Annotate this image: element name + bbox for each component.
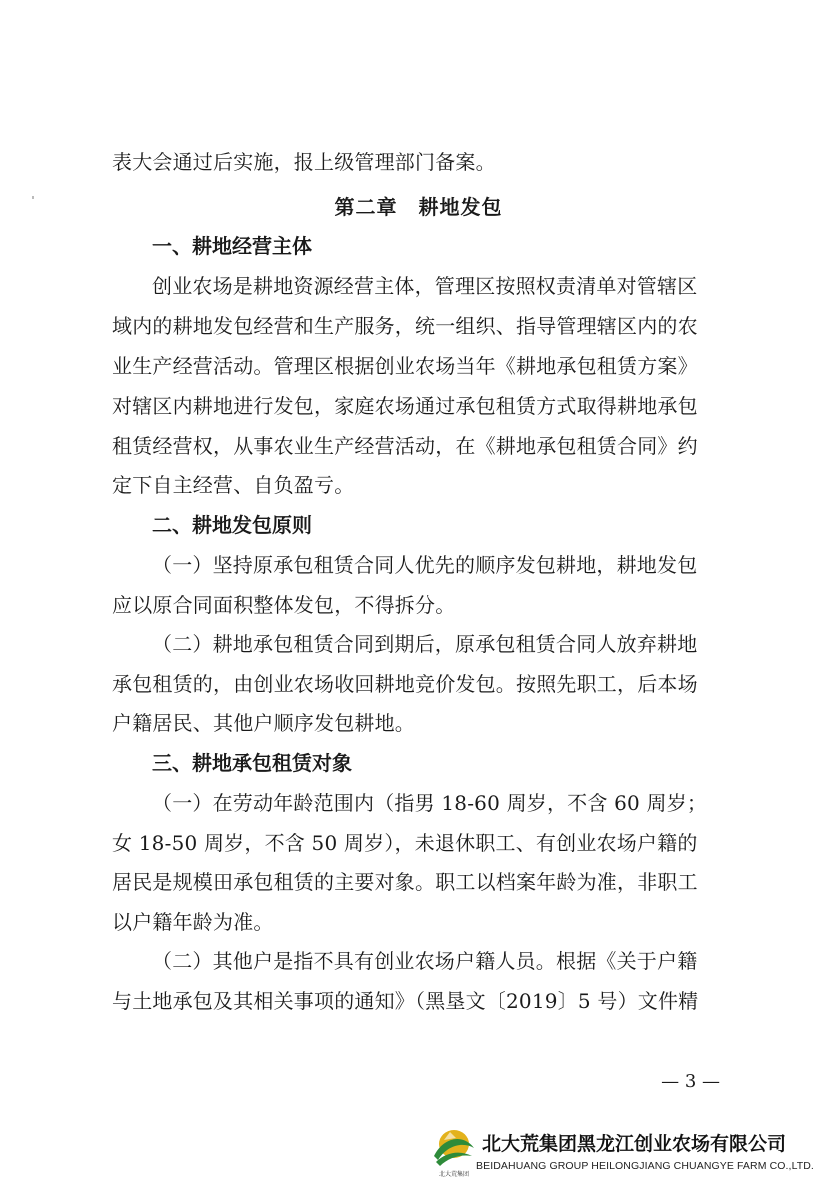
paragraph-line: （一）在劳动年龄范围内（指男 18-60 周岁，不含 60 周岁； [152,791,708,815]
page-number: — 3 — [661,1071,720,1092]
paragraph-line: （一）坚持原承包租赁合同人优先的顺序发包耕地，耕地发包 [152,553,698,577]
section-heading-1: 一、耕地经营主体 [152,234,312,258]
paragraph-line: 承包租赁的，由创业农场收回耕地竞价发包。按照先职工，后本场 [112,672,698,696]
paragraph-line: 对辖区内耕地进行发包，家庭农场通过承包租赁方式取得耕地承包 [112,394,698,418]
paragraph-line: 户籍居民、其他户顺序发包耕地。 [112,711,415,735]
paragraph-line: 与土地承包及其相关事项的通知》（黑垦文〔2019〕5 号）文件精 [112,989,699,1013]
paragraph-line: （二）其他户是指不具有创业农场户籍人员。根据《关于户籍 [152,949,698,973]
paragraph-line: 应以原合同面积整体发包，不得拆分。 [112,593,456,617]
paragraph-line: 定下自主经营、自负盈亏。 [112,473,355,497]
paragraph-line: 以户籍年龄为准。 [112,910,274,934]
paragraph-line: （二）耕地承包租赁合同到期后，原承包租赁合同人放弃耕地 [152,632,698,656]
paragraph-line: 租赁经营权，从事农业生产经营活动，在《耕地承包租赁合同》约 [112,434,698,458]
paragraph-line: 女 18-50 周岁，不含 50 周岁），未退休职工、有创业农场户籍的 [112,831,698,855]
paragraph-line: 表大会通过后实施，报上级管理部门备案。 [112,150,496,174]
section-heading-2: 二、耕地发包原则 [152,513,312,537]
logo-caption: 北大荒集团 [438,1171,469,1178]
paragraph-line: 创业农场是耕地资源经营主体，管理区按照权责清单对管辖区 [152,274,698,298]
company-footer [430,1126,830,1182]
chapter-title: 第二章 耕地发包 [334,195,503,219]
company-name-en: BEIDAHUANG GROUP HEILONGJIANG CHUANGYE FARM CO.,LTD. [476,1160,814,1172]
company-name-cn: 北大荒集团黑龙江创业农场有限公司 [482,1133,787,1155]
section-heading-3: 三、耕地承包租赁对象 [152,751,352,775]
paragraph-line: 域内的耕地发包经营和生产服务，统一组织、指导管理辖区内的农 [112,314,698,338]
paragraph-line: 业生产经营活动。管理区根据创业农场当年《耕地承包租赁方案》 [112,354,698,378]
paragraph-line: 居民是规模田承包租赁的主要对象。职工以档案年龄为准，非职工 [112,870,698,894]
